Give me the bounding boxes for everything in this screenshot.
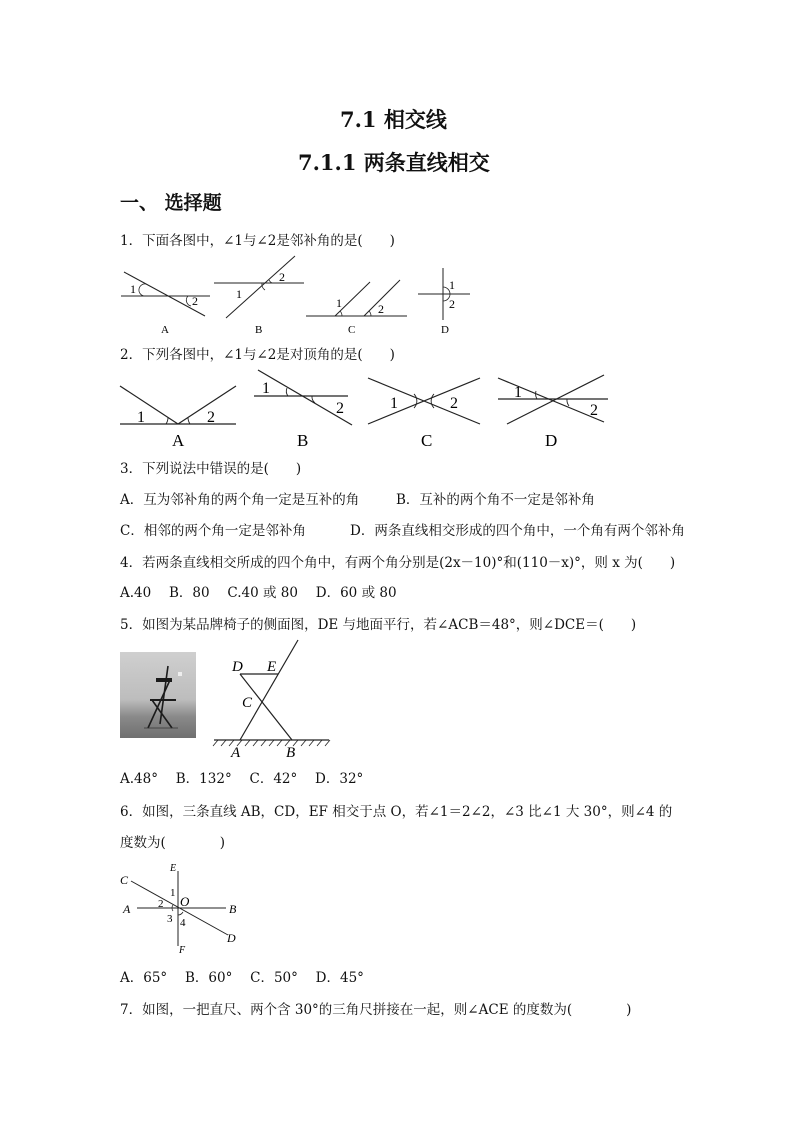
page-subtitle: 7.1.1 两条直线相交 <box>298 150 490 175</box>
q4-options: A.40 B．80 C.40 或 80 D．60 或 80 <box>120 585 397 601</box>
q1-fig-d-angle-2: 2 <box>449 297 455 311</box>
question-5: 5．如图为某品牌椅子的侧面图，DE 与地面平行，若∠ACB＝48°，则∠DCE＝( ) <box>120 617 637 633</box>
q2-fig-label-b: B <box>297 431 309 450</box>
q6-point-b: B <box>229 902 237 916</box>
q2-fig-c-angle-2: 2 <box>450 395 458 412</box>
q6-point-o: O <box>180 894 190 909</box>
q1-fig-label-c: C <box>348 324 356 336</box>
q1-fig-label-b: B <box>255 324 263 336</box>
question-6-line-2: 度数为( ) <box>120 835 226 851</box>
question-6-line-1: 6．如图，三条直线 AB，CD，EF 相交于点 O，若∠1＝2∠2，∠3 比∠1 大 30°，则∠4 的 <box>120 804 673 820</box>
q5-point-d: D <box>232 659 243 675</box>
q2-fig-label-c: C <box>421 431 433 450</box>
q6-point-c: C <box>120 873 129 887</box>
q5-point-c: C <box>242 695 253 711</box>
q2-fig-a-angle-1: 1 <box>137 409 145 426</box>
q1-fig-a-angle-1: 1 <box>130 282 136 296</box>
q1-fig-d-angle-1: 1 <box>449 278 455 292</box>
q6-angle-3: 3 <box>167 913 173 925</box>
q6-point-d: D <box>227 931 236 945</box>
q2-fig-b-angle-2: 2 <box>336 400 344 417</box>
q3-option-b: B．互补的两个角不一定是邻补角 <box>396 492 595 508</box>
q2-fig-c-angle-1: 1 <box>390 395 398 412</box>
question-2: 2．下列各图中，∠1与∠2是对顶角的是( ) <box>120 347 395 363</box>
q2-fig-d-angle-1: 1 <box>514 384 522 401</box>
q3-option-d: D．两条直线相交形成的四个角中，一个角有两个邻补角 <box>350 523 685 539</box>
question-7: 7．如图，一把直尺、两个含 30°的三角尺拼接在一起，则∠ACE 的度数为( ) <box>120 1002 632 1018</box>
q3-option-a: A．互为邻补角的两个角一定是互补的角 <box>120 492 360 508</box>
q2-fig-a-angle-2: 2 <box>207 409 215 426</box>
q6-point-e: E <box>170 863 177 874</box>
q6-options: A．65° B．60° C．50° D．45° <box>120 970 364 986</box>
q6-angle-2: 2 <box>158 898 164 910</box>
q6-point-f: F <box>179 945 186 956</box>
q1-fig-label-d: D <box>441 324 449 336</box>
q2-fig-d-angle-2: 2 <box>590 402 598 419</box>
question-3: 3．下列说法中错误的是( ) <box>120 461 302 477</box>
page-title: 7.1 相交线 <box>340 107 447 132</box>
section-heading: 一、 选择题 <box>120 192 222 214</box>
q1-fig-a-angle-2: 2 <box>192 294 198 308</box>
q1-fig-b-angle-2: 2 <box>279 270 285 284</box>
question-1: 1．下面各图中，∠1与∠2是邻补角的是( ) <box>120 233 395 249</box>
q2-fig-label-a: A <box>172 431 185 450</box>
q1-fig-label-a: A <box>161 324 169 336</box>
q2-fig-b-angle-1: 1 <box>262 380 270 397</box>
q3-option-c: C．相邻的两个角一定是邻补角 <box>120 523 306 539</box>
q1-fig-c-angle-1: 1 <box>336 296 342 310</box>
q6-angle-1: 1 <box>170 887 176 899</box>
q1-fig-c-angle-2: 2 <box>378 302 384 316</box>
q1-fig-b-angle-1: 1 <box>236 287 242 301</box>
question-4: 4．若两条直线相交所成的四个角中，有两个角分别是(2x－10)°和(110－x)°，则 x 为( ) <box>120 555 676 571</box>
q5-point-e: E <box>267 659 277 675</box>
q2-fig-label-d: D <box>545 431 558 450</box>
q5-options: A.48° B．132° C．42° D．32° <box>120 771 364 787</box>
q5-point-b: B <box>286 745 296 761</box>
q6-point-a: A <box>123 902 131 916</box>
q5-point-a: A <box>231 745 241 761</box>
q6-angle-4: 4 <box>180 917 186 929</box>
